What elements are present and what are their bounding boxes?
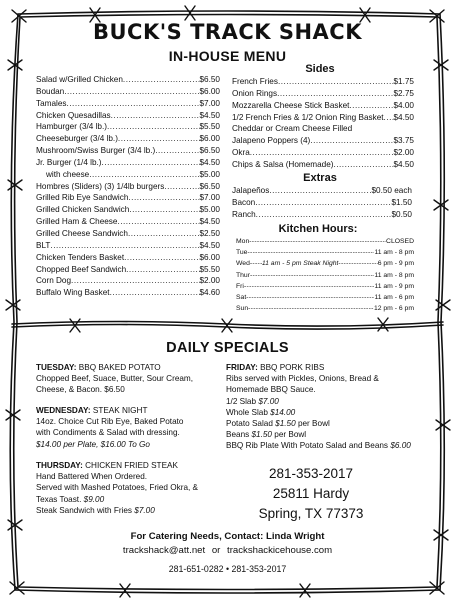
item-name: Buffalo Wing Basket: [36, 288, 110, 298]
friday-item: [226, 418, 426, 429]
hours-time: 11 am - 8 pm: [374, 249, 414, 257]
phone-number: 281-353-2017: [268, 466, 354, 481]
item-price: $1.50: [391, 197, 412, 207]
friday-dish: BBQ PORK RIBS: [260, 363, 325, 372]
friday-item-label: 1/2 Slab: [226, 396, 259, 406]
menu-item: [36, 74, 220, 86]
dot-leader: [333, 159, 393, 171]
friday-item-label: Potato Salad: [226, 419, 276, 429]
wednesday-dish: STEAK NIGHT: [92, 406, 148, 415]
item-name: Okra: [232, 148, 250, 158]
friday-items: [226, 396, 426, 452]
dot-leader: [246, 292, 374, 303]
hours-time: 11 am - 8 pm: [374, 271, 414, 279]
item-price: $3.75: [393, 136, 414, 146]
menu-item: [36, 228, 220, 240]
thursday-line: Steak Sandwich with Fries $7.00: [36, 505, 155, 515]
menu-subtitle: IN-HOUSE MENU: [168, 48, 287, 64]
item-price: $4.50: [199, 110, 220, 120]
item-price: $4.00: [393, 100, 414, 110]
item-name: Jalapeños: [232, 186, 270, 195]
item-name: Salad w/Grilled Chicken: [36, 75, 123, 84]
extras-list: [232, 185, 412, 221]
tuesday-special: [36, 362, 226, 396]
item-name: Hamburger (3/4 lb.): [36, 122, 107, 132]
daily-specials-title: DAILY SPECIALS: [166, 340, 289, 356]
tuesday-line: Chopped Beef, Suace, Butter, Sour Cream,: [36, 374, 194, 384]
item-price: $0.50 each: [371, 186, 412, 195]
hours-row: [236, 270, 414, 281]
item-name: Chicken Quesadillas: [36, 110, 111, 120]
hours-day: Sun: [236, 305, 249, 313]
dot-leader: [269, 185, 371, 197]
item-price: $5.50: [199, 122, 220, 132]
hours-time: 11 am - 9 pm: [374, 282, 414, 290]
menu-item: [36, 121, 220, 133]
dot-leader: [250, 258, 262, 269]
tuesday-dish: BBQ BAKED POTATO: [78, 363, 161, 372]
item-name: Onion Rings: [232, 88, 278, 98]
thursday-line: Texas Toast. $9.00: [36, 494, 105, 504]
kitchen-hours-heading: Kitchen Hours:: [278, 223, 358, 235]
catering-note: For Catering Needs, Contact: Linda Wright: [130, 531, 325, 542]
hours-day: Sat: [236, 294, 247, 302]
item-price: $1.75: [393, 77, 414, 86]
item-price: $6.00: [199, 252, 220, 262]
item-price: $2.50: [199, 228, 220, 238]
side-item: [232, 135, 414, 147]
dot-leader: [111, 110, 200, 122]
hours-day: Thur: [236, 271, 250, 279]
dot-leader: [250, 270, 374, 281]
item-price: $0.50: [391, 209, 412, 219]
kitchen-hours-list: [236, 236, 414, 314]
friday-line: Homemade BBQ Sauce.: [226, 385, 316, 395]
item-name: Chopped Beef Sandwich: [36, 264, 127, 274]
side-item: [232, 100, 414, 112]
item-price: $2.75: [393, 88, 414, 98]
dot-leader: [277, 88, 393, 100]
menu-item: [36, 204, 220, 216]
menu-item: [36, 287, 220, 299]
friday-item: [226, 407, 426, 418]
item-price: $5.00: [199, 205, 220, 215]
item-price: $4.50: [393, 112, 414, 122]
dot-leader: [117, 216, 199, 228]
item-name: Bacon: [232, 197, 256, 207]
dot-leader: [248, 303, 374, 314]
menu-item: [36, 169, 220, 181]
hours-day: Wed: [236, 260, 250, 268]
dot-leader: [244, 281, 375, 292]
hours-day: Tue: [236, 249, 248, 257]
dot-leader: [278, 76, 394, 88]
item-name: Grilled Rib Eye Sandwich: [36, 193, 129, 203]
hours-row: [236, 281, 414, 292]
item-price: $2.00: [199, 276, 220, 286]
item-price: $7.00: [199, 193, 220, 203]
item-name: Grilled Chicken Sandwich: [36, 205, 130, 215]
item-price: $6.50: [199, 75, 220, 84]
thursday-dish: CHICKEN FRIED STEAK: [85, 461, 178, 470]
hours-day: Mon: [236, 238, 250, 245]
dot-leader: [128, 228, 200, 240]
friday-special: [226, 362, 426, 452]
item-price: $6.00: [199, 86, 220, 96]
item-name: Corn Dog: [36, 276, 72, 286]
item-price: $5.50: [199, 264, 220, 274]
dot-leader: [102, 157, 200, 169]
item-name: Jalapeno Poppers (4): [232, 136, 311, 146]
web-contact: [0, 545, 455, 556]
side-item: [232, 76, 414, 88]
friday-item-price: $7.00: [258, 396, 279, 406]
dot-leader: [126, 264, 199, 276]
friday-item-label: Whole Slab: [226, 407, 271, 417]
menu-item: [36, 86, 220, 98]
item-name: Chicken Tenders Basket: [36, 252, 125, 262]
tuesday-line: Cheese, & Bacon. $6.50: [36, 385, 125, 395]
dot-leader: [250, 147, 394, 159]
hours-time: 12 pm - 6 pm: [373, 305, 414, 313]
item-name: Grilled Cheese Sandwich: [36, 228, 128, 238]
wednesday-label: WEDNESDAY:: [36, 406, 91, 415]
hours-row: [236, 258, 414, 269]
menu-item: [36, 145, 220, 157]
steak-sandwich-price: $7.00: [134, 505, 155, 515]
dot-leader: [164, 181, 199, 193]
friday-item-price: $1.50: [275, 419, 296, 429]
extra-item: [232, 197, 412, 209]
thursday-label: THURSDAY:: [36, 461, 83, 470]
extras-heading: Extras: [303, 172, 337, 184]
item-price: $4.50: [199, 157, 220, 167]
menu-item: [36, 98, 220, 110]
dot-leader: [255, 197, 391, 209]
thursday-line: Hand Battered When Ordered.: [36, 472, 148, 482]
main-menu-list: [36, 74, 220, 299]
hours-time: 6 pm - 9 pm: [377, 260, 414, 268]
item-price: $7.00: [199, 98, 220, 108]
friday-item-label: Beans: [226, 430, 252, 440]
item-name: Hombres (Sliders) (3) 1/4lb burgers: [36, 181, 165, 191]
item-name: Mozzarella Cheese Stick Basket: [232, 100, 350, 110]
item-price: $4.50: [393, 159, 414, 169]
dot-leader: [310, 135, 393, 147]
side-item: [232, 147, 414, 159]
item-price: $6.50: [199, 181, 220, 191]
hours-day: Fri: [236, 282, 244, 290]
dot-leader: [247, 247, 374, 258]
menu-item: [36, 110, 220, 122]
or-separator: or: [211, 545, 221, 556]
dot-leader: [349, 100, 393, 112]
friday-item: [226, 396, 426, 407]
hours-note: 11 am - 5 pm Steak Night: [261, 260, 339, 268]
friday-item-price: $1.50: [251, 430, 272, 440]
friday-line: Ribs served with Pickles, Onions, Bread &: [226, 374, 379, 384]
dot-leader: [338, 258, 377, 269]
item-name: Ranch: [232, 209, 256, 219]
dot-leader: [50, 240, 199, 252]
item-name: 1/2 French Fries & 1/2 Onion Ring Basket: [232, 112, 384, 122]
menu-item: [36, 157, 220, 169]
dot-leader: [118, 133, 200, 145]
menu-item: [36, 240, 220, 252]
side-item: [232, 123, 414, 135]
extra-item: [232, 209, 412, 221]
item-name: Jr. Burger (1/4 lb.): [36, 157, 102, 167]
item-name: Chips & Salsa (Homemade): [232, 159, 334, 169]
friday-item-price: $6.00: [390, 441, 411, 451]
thursday-price: $9.00: [83, 494, 105, 504]
restaurant-title: BUCK'S TRACK SHACK: [93, 20, 362, 44]
item-price: $2.00: [393, 148, 414, 158]
item-name: BLT: [36, 240, 51, 250]
item-name: Tamales: [36, 98, 67, 108]
item-name: with cheese: [46, 169, 90, 179]
menu-item: [36, 264, 220, 276]
hours-row: [236, 247, 414, 258]
email-link[interactable]: trackshack@att.net: [122, 545, 206, 556]
hours-row: [236, 303, 414, 314]
item-name: Grilled Ham & Cheese: [36, 217, 118, 227]
dot-leader: [107, 121, 200, 133]
dot-leader: [71, 275, 199, 287]
hours-row: [236, 292, 414, 303]
item-name: Cheeseburger (3/4 lb.): [36, 134, 118, 144]
friday-item-suffix: per Bowl: [295, 419, 330, 429]
item-price: $5.00: [199, 169, 220, 179]
sides-list: [232, 76, 414, 171]
thursday-line: Served with Mashed Potatoes, Fried Okra, &: [36, 483, 199, 493]
footer-phones: 281-651-0282 • 281-353-2017: [168, 564, 287, 574]
item-price: $4.50: [199, 240, 220, 250]
menu-item: [36, 181, 220, 193]
item-price: $4.50: [199, 217, 220, 227]
wednesday-price: $14.00 per Plate, $16.00 To Go: [36, 439, 150, 449]
dot-leader: [128, 192, 199, 204]
website-link[interactable]: trackshackicehouse.com: [227, 545, 333, 556]
friday-item: [226, 429, 426, 440]
item-name: French Fries: [232, 77, 278, 86]
hours-row: [236, 236, 414, 247]
menu-item: [36, 216, 220, 228]
extra-item: [232, 185, 412, 197]
dot-leader: [249, 236, 386, 247]
item-price: $6.50: [199, 146, 220, 156]
item-name: Boudan: [36, 86, 65, 96]
wednesday-line: with Condiments & Salad with dressing.: [36, 428, 180, 438]
item-price: $6.00: [199, 134, 220, 144]
hours-time: 11 am - 6 pm: [374, 294, 414, 302]
dot-leader: [256, 209, 392, 221]
dot-leader: [155, 145, 199, 157]
thursday-special: [36, 460, 226, 516]
wednesday-line: 14oz. Choice Cut Rib Eye, Baked Potato: [36, 417, 184, 427]
item-name: Cheddar or Cream Cheese Filled: [232, 124, 353, 134]
sides-heading: Sides: [305, 63, 335, 75]
side-item: [232, 159, 414, 171]
dot-leader: [67, 98, 200, 110]
menu-item: [36, 192, 220, 204]
menu-item: [36, 133, 220, 145]
side-item: [232, 88, 414, 100]
friday-item-suffix: per Bowl: [272, 430, 307, 440]
friday-item-price: $14.00: [270, 407, 296, 417]
item-name: Mushroom/Swiss Burger (3/4 lb.): [36, 146, 156, 156]
wednesday-special: [36, 405, 226, 450]
dot-leader: [89, 169, 199, 181]
menu-item: [36, 275, 220, 287]
item-price: $4.60: [199, 288, 220, 298]
friday-item-label: BBQ Rib Plate With Potato Salad and Beans: [226, 441, 391, 451]
city-state-zip: Spring, TX 77373: [258, 506, 364, 521]
side-item: [232, 112, 414, 124]
dot-leader: [123, 74, 200, 86]
friday-label: FRIDAY:: [226, 363, 258, 372]
hours-time: CLOSED: [386, 238, 414, 245]
friday-item: [226, 440, 426, 451]
dot-leader: [64, 86, 199, 98]
dot-leader: [384, 112, 394, 124]
address-block: [226, 464, 396, 524]
menu-item: [36, 252, 220, 264]
tuesday-label: TUESDAY:: [36, 363, 77, 372]
dot-leader: [110, 287, 200, 299]
dot-leader: [129, 204, 199, 216]
dot-leader: [124, 252, 199, 264]
street-address: 25811 Hardy: [272, 486, 350, 501]
